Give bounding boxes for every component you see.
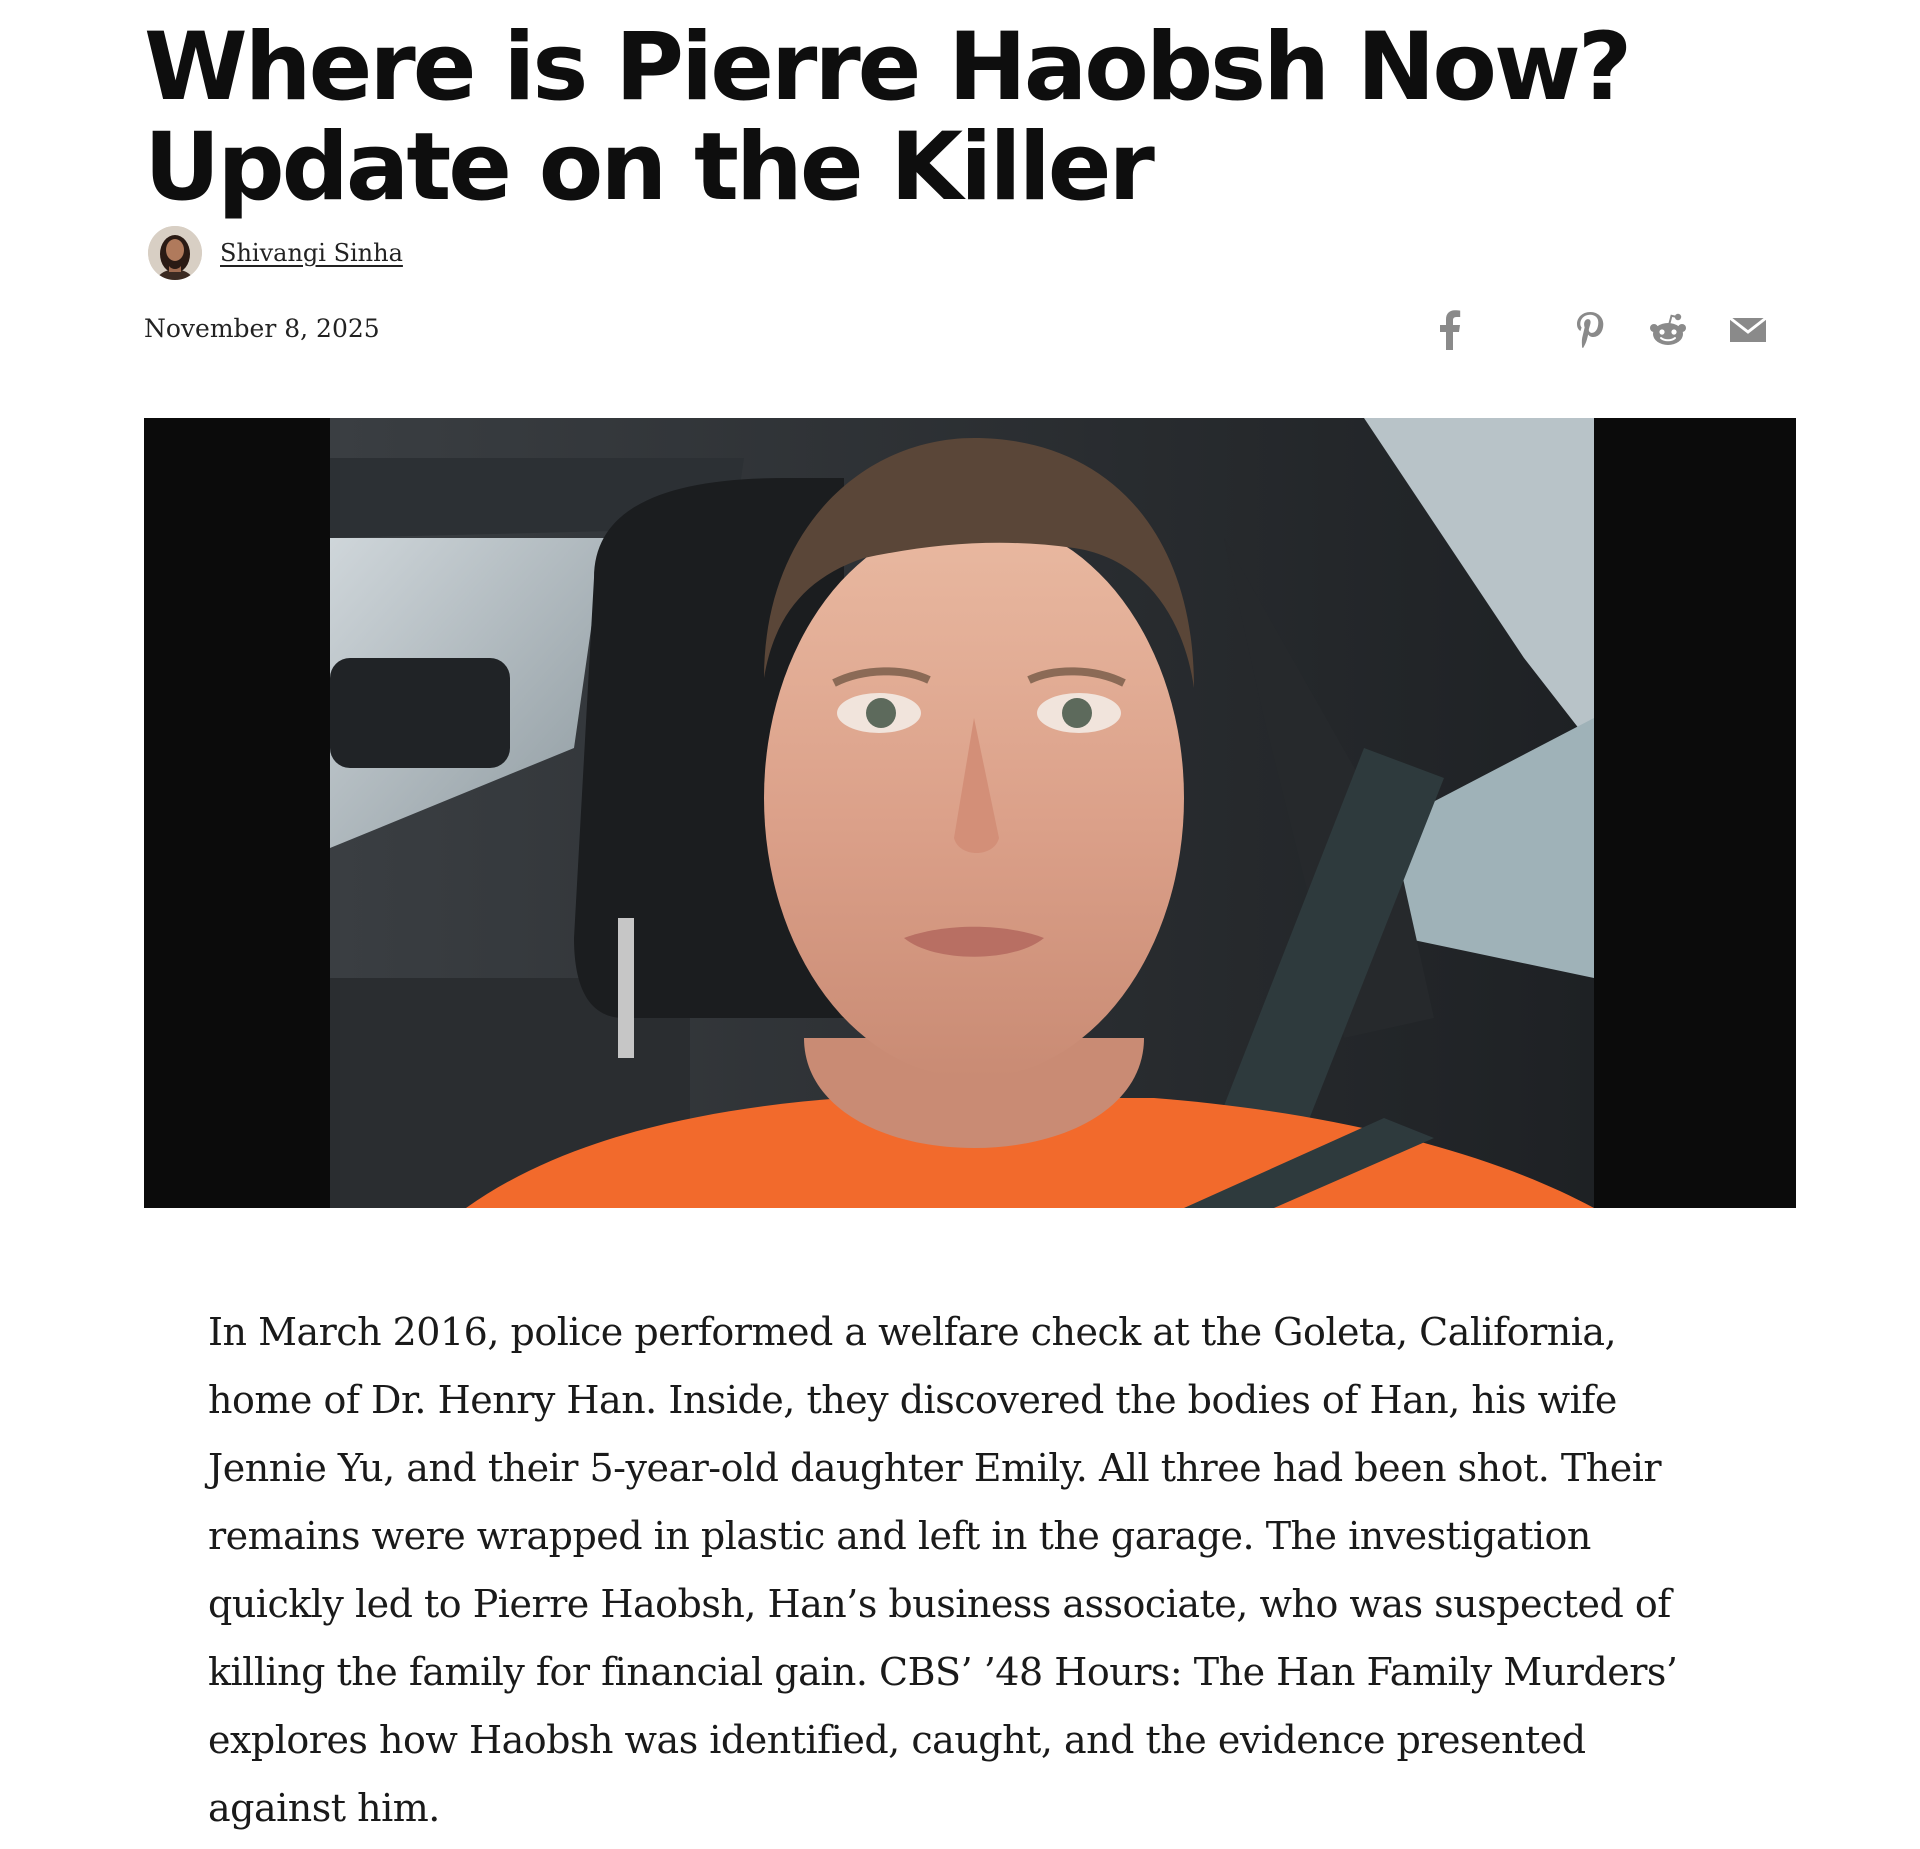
share-bar (1410, 308, 1790, 352)
facebook-icon (1438, 310, 1462, 350)
share-pinterest-button[interactable] (1568, 308, 1612, 352)
author-avatar-image (148, 226, 202, 280)
article-body: In March 2016, police performed a welfare check at the Goleta, California, home of Dr. Henry Han. Inside, they discovered the bodies of Han, his wife Jennie Yu, and their 5-year-old daughter Emily. All three had been shot. Their remains were wrapped in plastic and left in the garage. The investigation quickly led to Pierre Haobsh, Han’s business associate, who was suspected of killing the family for financial gain. CBS’ ’48 Hours: The Han Family Murders’ explores how Haobsh was identified, caught, and the evidence presented against him. (208, 1310, 1678, 1830)
share-email-button[interactable] (1726, 308, 1770, 352)
hero-photo (144, 418, 1796, 1208)
publish-date: November 8, 2025 (144, 314, 380, 343)
share-facebook-button[interactable] (1428, 308, 1472, 352)
pinterest-icon (1574, 310, 1606, 350)
author-link[interactable]: Shivangi Sinha (220, 239, 403, 267)
article-title: Where is Pierre Haobsh Now? Update on the Killer (144, 13, 1630, 222)
email-icon (1729, 316, 1767, 344)
reddit-icon (1649, 313, 1687, 347)
byline (148, 226, 403, 280)
author-avatar[interactable] (148, 226, 202, 280)
share-reddit-button[interactable] (1646, 308, 1690, 352)
hero-image (144, 418, 1796, 1208)
